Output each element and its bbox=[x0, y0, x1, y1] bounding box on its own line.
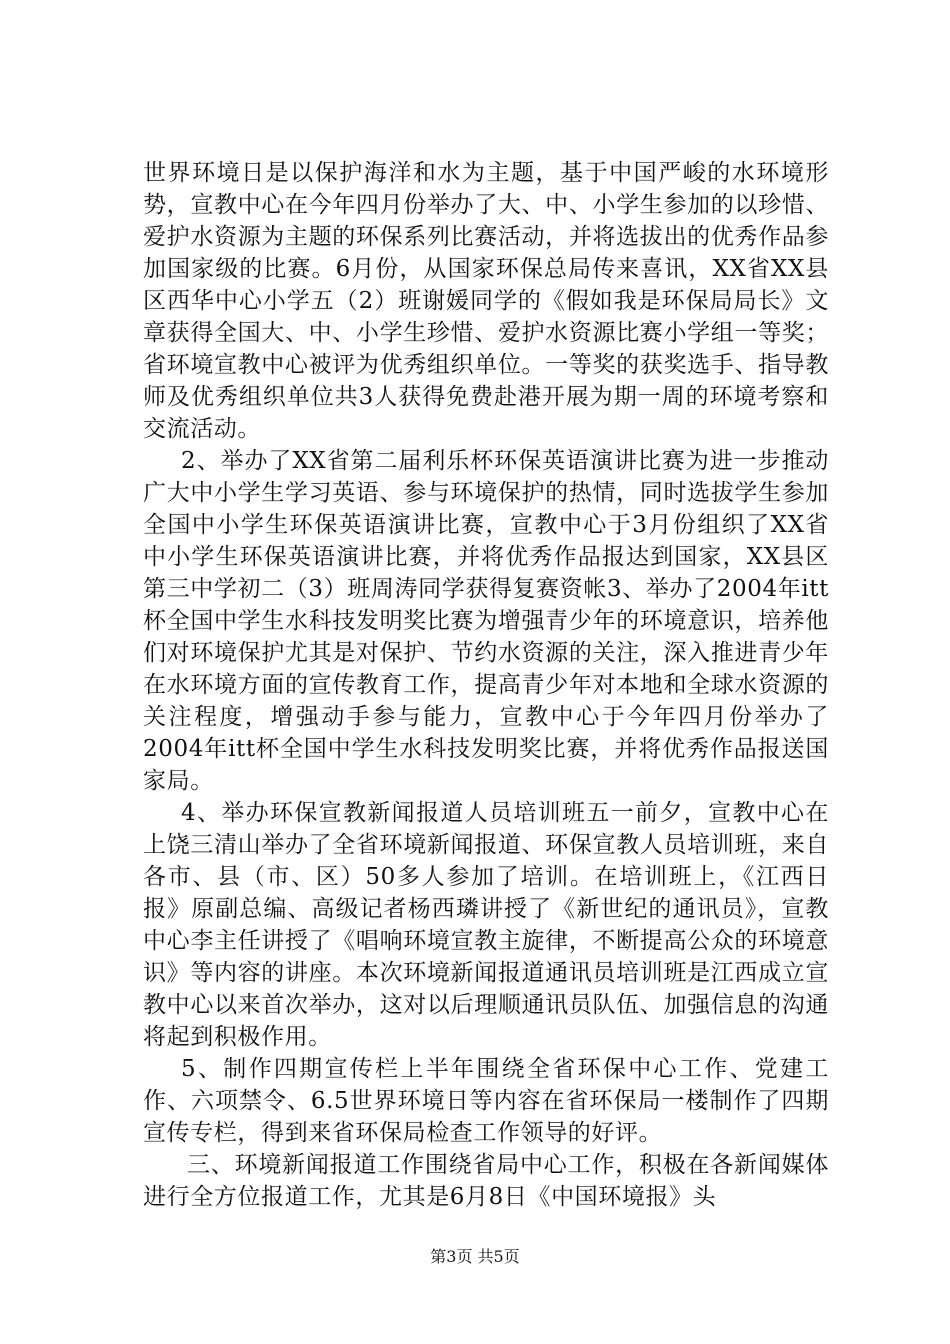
page-number-footer: 第3页 共5页 bbox=[430, 1247, 520, 1266]
paragraph-2: 2、举办了XX省第二届利乐杯环保英语演讲比赛为进一步推动广大中小学生学习英语、参与环境保护的热情，同时选拔学生参加全国中小学生环保英语演讲比赛，宣教中心于3月份组织了XX省中小学生环保英语演讲比赛，并将优秀作品报达到国家，XX县区第三中学初二（3）班周涛同学获得复赛资帐3、举办了2004年itt杯全国中学生水科技发明奖比赛为增强青少年的环境意识，培养他们对环境保护尤其是对保护、节约水资源的关注，深入推进青少年在水环境方面的宣传教育工作，提高青少年对本地和全球水资源的关注程度，增强动手参与能力，宣教中心于今年四月份举办了2004年itt杯全国中学生水科技发明奖比赛，并将优秀作品报送国家局。 bbox=[143, 448, 829, 794]
paragraph-4: 5、制作四期宣传栏上半年围绕全省环保中心工作、党建工作、六项禁令、6.5世界环境日等内容在省环保局一楼制作了四期宣传专栏，得到来省环保局检查工作领导的好评。 bbox=[143, 1056, 829, 1146]
paragraph-5: 三、环境新闻报道工作围绕省局中心工作，积极在各新闻媒体进行全方位报道工作，尤其是6月8日《中国环境报》头 bbox=[143, 1152, 829, 1210]
paragraph-3: 4、举办环保宣教新闻报道人员培训班五一前夕，宣教中心在上饶三清山举办了全省环境新闻报道、环保宣教人员培训班，来自各市、县（市、区）50多人参加了培训。在培训班上，《江西日报》原副总编、高级记者杨西璘讲授了《新世纪的通讯员》，宣教中心李主任讲授了《唱响环境宣教主旋律，不断提高公众的环境意识》等内容的讲座。本次环境新闻报道通讯员培训班是江西成立宣教中心以来首次举办，这对以后理顺通讯员队伍、加强信息的沟通将起到积极作用。 bbox=[143, 800, 829, 1050]
paragraph-1: 世界环境日是以保护海洋和水为主题，基于中国严峻的水环境形势，宣教中心在今年四月份举办了大、中、小学生参加的以珍惜、爱护水资源为主题的环保系列比赛活动，并将选拔出的优秀作品参加国家级的比赛。6月份，从国家环保总局传来喜讯，XX省XX县区西华中心小学五（2）班谢媛同学的《假如我是环保局局长》文章获得全国大、中、小学生珍惜、爱护水资源比赛小学组一等奖；省环境宣教中心被评为优秀组织单位。一等奖的获奖选手、指导教师及优秀组织单位共3人获得免费赴港开展为期一周的环境考察和交流活动。 bbox=[143, 160, 829, 442]
body-text bbox=[143, 157, 829, 1213]
